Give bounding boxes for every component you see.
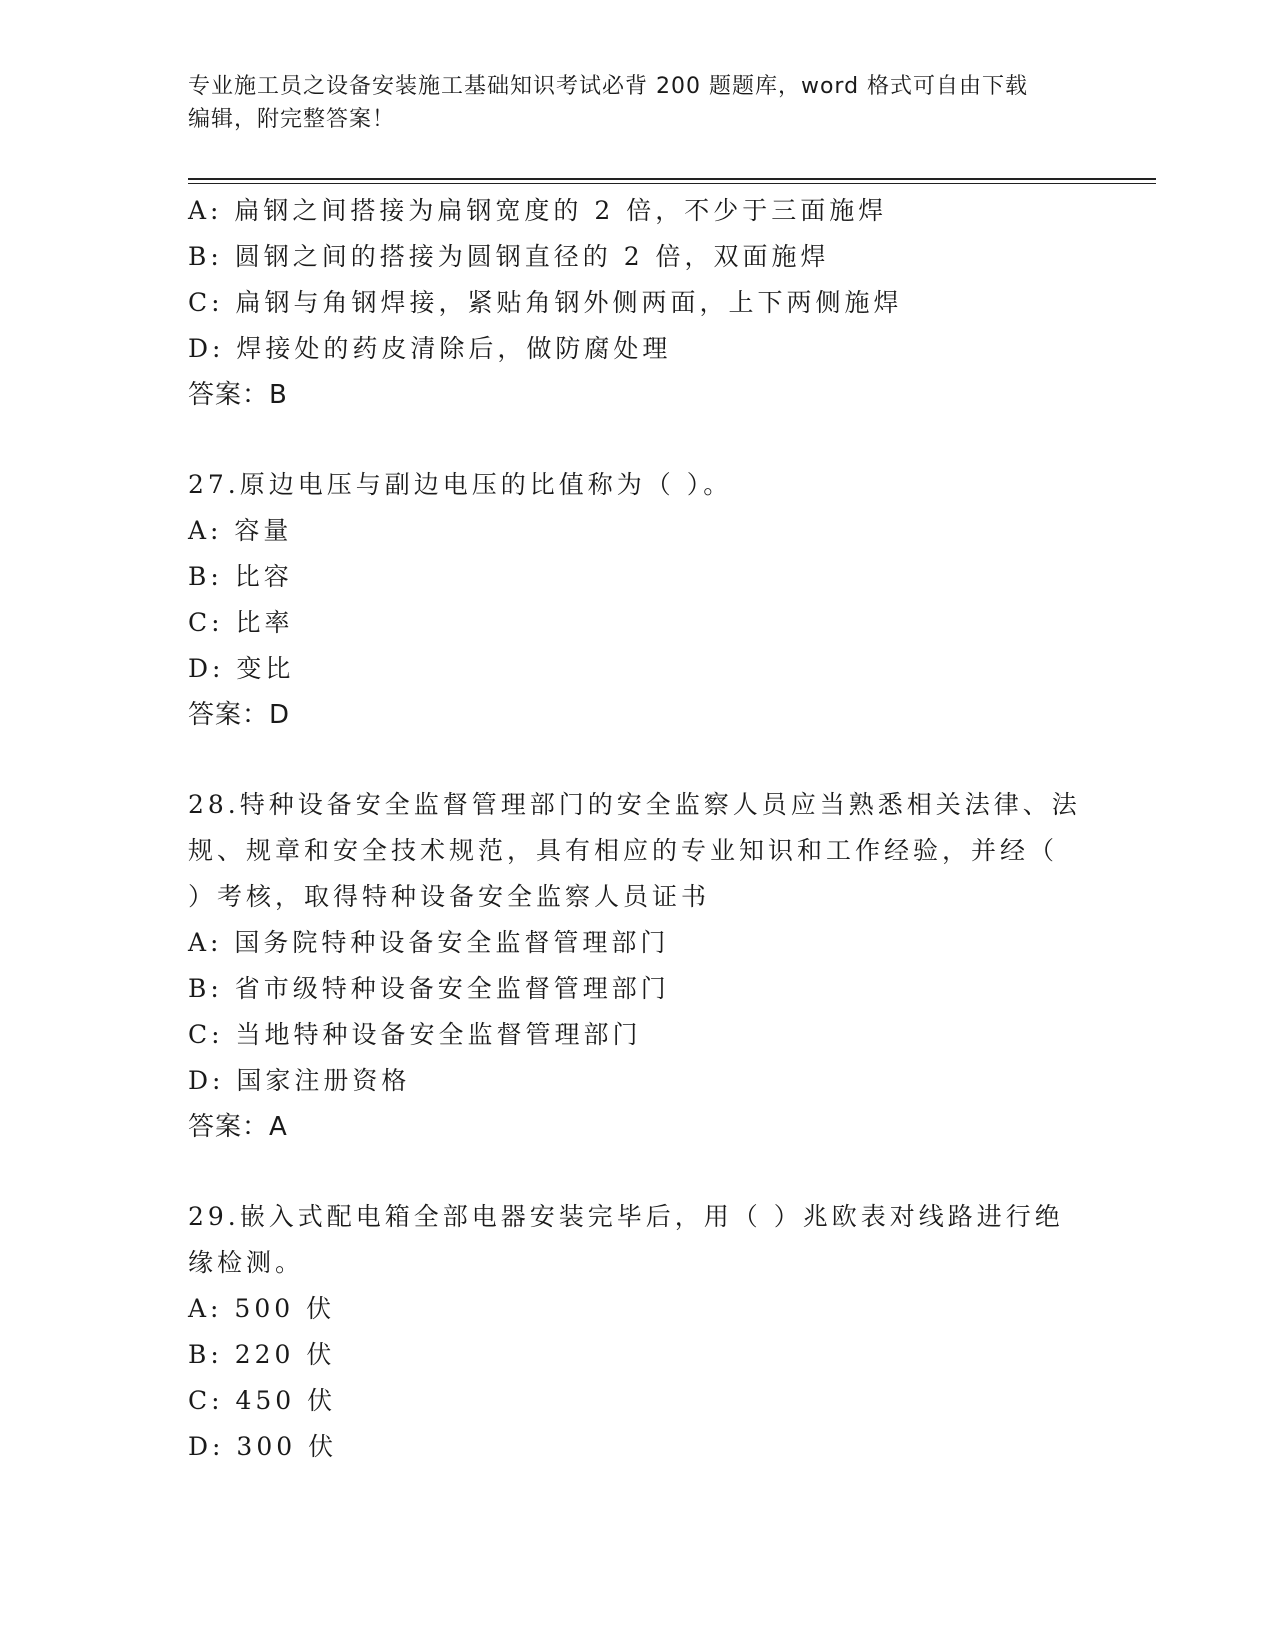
question-28-stem-line-3: ）考核，取得特种设备安全监察人员证书 [188, 882, 711, 911]
question-28-option-b: B: 省市级特种设备安全监督管理部门 [188, 974, 670, 1003]
question-26-option-a: A: 扁钢之间搭接为扁钢宽度的 2 倍，不少于三面施焊 [188, 196, 888, 225]
question-27-option-c: C: 比率 [188, 608, 294, 637]
question-29-stem-line-1: 29.嵌入式配电箱全部电器安装完毕后，用（ ）兆欧表对线路进行绝 [188, 1202, 1064, 1231]
question-28-option-c: C: 当地特种设备安全监督管理部门 [188, 1020, 642, 1049]
question-28 [188, 782, 1088, 1150]
question-26-answer: 答案：B [188, 380, 288, 410]
question-27-option-b: B: 比容 [188, 562, 293, 591]
question-27 [188, 462, 1088, 738]
question-27-stem: 27.原边电压与副边电压的比值称为（ ）。 [188, 470, 733, 499]
question-26-option-c: C: 扁钢与角钢焊接，紧贴角钢外侧两面，上下两侧施焊 [188, 288, 903, 317]
question-26 [188, 188, 1088, 418]
question-list [188, 188, 1088, 1470]
question-28-option-d: D: 国家注册资格 [188, 1066, 411, 1095]
header-divider-thick [188, 178, 1156, 180]
question-28-stem-line-2: 规、规章和安全技术规范，具有相应的专业知识和工作经验，并经（ [188, 836, 1059, 865]
question-29 [188, 1194, 1088, 1470]
question-27-answer: 答案：D [188, 700, 291, 730]
document-header [188, 70, 1088, 136]
question-29-option-d: D: 300 伏 [188, 1432, 338, 1461]
question-26-option-b: B: 圆钢之间的搭接为圆钢直径的 2 倍，双面施焊 [188, 242, 830, 271]
question-27-option-d: D: 变比 [188, 654, 295, 683]
header-title-line-2: 编辑，附完整答案！ [188, 107, 396, 132]
spacer [188, 418, 1088, 462]
question-29-stem-line-2: 缘检测。 [188, 1248, 305, 1277]
question-29-option-c: C: 450 伏 [188, 1386, 337, 1415]
question-26-option-d: D: 焊接处的药皮清除后，做防腐处理 [188, 334, 672, 363]
spacer [188, 738, 1088, 782]
question-28-stem-line-1: 28.特种设备安全监督管理部门的安全监察人员应当熟悉相关法律、法 [188, 790, 1081, 819]
header-divider-thin [188, 183, 1156, 184]
question-29-option-a: A: 500 伏 [188, 1294, 336, 1323]
spacer [188, 1150, 1088, 1194]
question-29-option-b: B: 220 伏 [188, 1340, 336, 1369]
question-28-option-a: A: 国务院特种设备安全监督管理部门 [188, 928, 670, 957]
question-28-answer: 答案：A [188, 1112, 288, 1142]
question-27-option-a: A: 容量 [188, 516, 293, 545]
header-title-line-1: 专业施工员之设备安装施工基础知识考试必背 200 题题库，word 格式可自由下载 [188, 74, 1029, 99]
